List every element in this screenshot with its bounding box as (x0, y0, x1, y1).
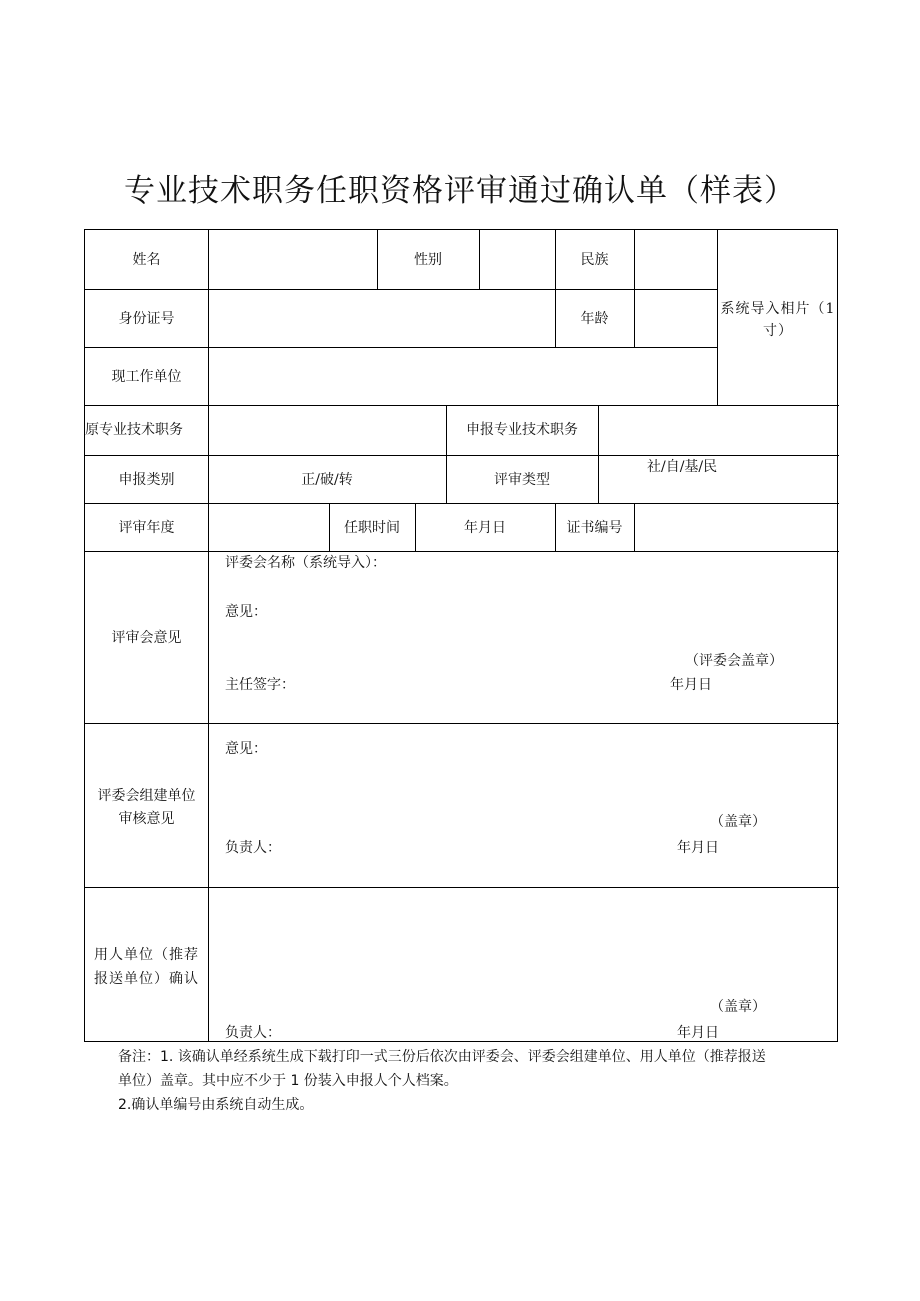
org-unit-label-line2: 审核意见 (118, 811, 175, 827)
photo-placeholder: 系统导入相片（1寸） (720, 301, 836, 339)
employer-date: 年月日 (677, 1025, 719, 1041)
appointment-time-value: 年月日 (464, 520, 506, 536)
ethnicity-label: 民族 (580, 252, 609, 268)
committee-opinion-text: 意见： (225, 604, 267, 620)
applied-title-label: 申报专业技术职务 (466, 422, 578, 438)
employer-responsible-label: 负责人： (225, 1025, 281, 1041)
committee-name-line: 评委会名称（系统导入）： (225, 555, 386, 571)
apply-category-value: 正/破/转 (301, 472, 353, 488)
employer-label-line1: 用人单位（推荐 (94, 947, 199, 963)
appointment-time-label: 任职时间 (344, 520, 400, 536)
org-unit-date: 年月日 (677, 840, 719, 856)
certificate-number-label: 证书编号 (566, 520, 623, 536)
name-label: 姓名 (132, 252, 161, 268)
org-unit-responsible-label: 负责人： (225, 840, 281, 856)
review-year-label: 评审年度 (118, 520, 175, 536)
confirmation-form (84, 229, 838, 1042)
original-title-label: 原专业技术职务 (85, 422, 183, 438)
note-line-3: 2.确认单编号由系统自动生成。 (118, 1097, 314, 1113)
page-title: 专业技术职务任职资格评审通过确认单（样表） (124, 173, 796, 209)
review-type-value: 社/自/基/民 (647, 459, 718, 475)
note-line-2: 单位）盖章。其中应不少于 1 份装入申报人个人档案。 (118, 1073, 458, 1089)
employer-seal-note: （盖章） (710, 999, 766, 1015)
note-line-1: 备注：1. 该确认单经系统生成下载打印一式三份后依次由评委会、评委会组建单位、用人单位（推荐报送 (118, 1049, 766, 1065)
org-unit-seal-note: （盖章） (710, 814, 766, 830)
notes-section (118, 1045, 848, 1117)
org-unit-label-line1: 评委会组建单位 (97, 788, 196, 804)
committee-seal-note: （评委会盖章） (685, 653, 783, 669)
org-unit-opinion-text: 意见： (225, 741, 267, 757)
committee-signature-label: 主任签字： (225, 677, 295, 693)
employer-label-line2: 报送单位）确认 (94, 971, 199, 987)
committee-opinion-label: 评审会意见 (111, 630, 182, 646)
age-label: 年龄 (580, 311, 609, 327)
work-unit-label: 现工作单位 (111, 369, 182, 385)
review-type-label: 评审类型 (494, 472, 550, 488)
id-number-label: 身份证号 (118, 311, 175, 327)
committee-date: 年月日 (670, 677, 712, 693)
apply-category-label: 申报类别 (118, 472, 175, 488)
gender-label: 性别 (414, 252, 442, 268)
